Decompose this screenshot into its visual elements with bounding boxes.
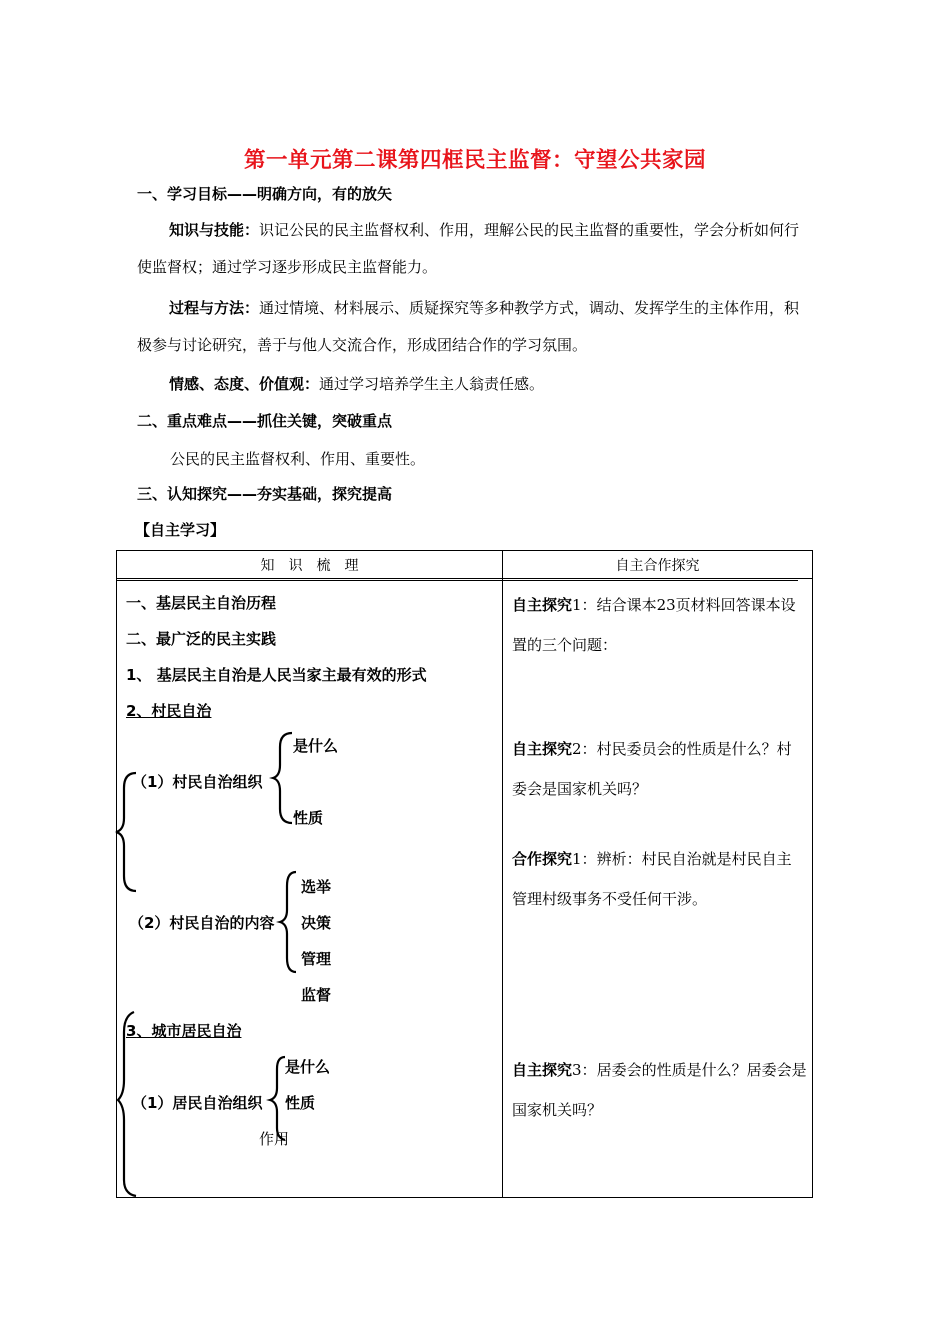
knowledge-text: 识记公民的民主监督权利、作用，理解公民的民主监督的重要性，学会分析如何行使监督权；通过学习逐步形成民主监督能力。 [137,221,800,276]
resident-what: 是什么 [285,1058,331,1076]
section2-text: 公民的民主监督权利、作用、重要性。 [170,450,426,468]
content-item-3: 管理 [301,950,332,968]
section2-heading: 二、重点难点——抓住关键，突破重点 [137,412,393,430]
inquiry-4-num: 3： [572,1061,597,1079]
left-line-2: 二、最广泛的民主实践 [126,630,277,648]
inquiry-4 [512,1050,810,1130]
process-text: 通过情境、材料展示、质疑探究等多种教学方式，调动、发挥学生的主体作用，积极参与讨论研究，善于与他人交流合作，形成团结合作的学习氛围。 [137,299,800,354]
col1-header: 知 识 梳 理 [117,551,503,579]
resident-big-brace [118,1012,136,1196]
resident-role: 作用 [259,1130,290,1148]
left-line-3: 1、 基层民主自治是人民当家主最有效的形式 [126,666,427,684]
left-line-5-num: 3 [126,1022,137,1040]
inquiry-3 [512,839,802,919]
inquiry-2-label: 自主探究 [512,740,573,758]
inquiry-2-text: 村民委员会的性质是什么？村委会是国家机关吗？ [512,740,792,798]
left-line-4: 2、村民自治 [126,702,212,720]
content-item-2: 决策 [301,914,332,932]
inquiry-3-label: 合作探究 [512,850,573,868]
self-study-label: 【自主学习】 [135,521,226,539]
inquiry-1-text: 结合课本23页材料回答课本设置的三个问题： [512,596,796,654]
village-content-brace [280,872,296,972]
village-content: （2）村民自治的内容 [129,914,275,932]
inquiry-3-text: 辨析：村民自治就是村民自主管理村级事务不受任何干涉。 [512,850,792,908]
village-what: 是什么 [293,737,339,755]
knowledge-label: 知识与技能： [169,221,260,239]
inquiry-1-label: 自主探究 [512,596,573,614]
inquiry-4-label: 自主探究 [512,1061,573,1079]
resident-org: （1）居民自治组织 [132,1094,263,1112]
section3-heading: 三、认知探究——夯实基础，探究提高 [137,485,393,503]
village-org: （1）村民自治组织 [132,773,263,791]
content-item-1: 选举 [301,878,332,896]
village-nature: 性质 [293,809,324,827]
process-label: 过程与方法： [169,299,260,317]
inquiry-1 [512,585,802,665]
village-org-brace [273,733,292,823]
inquiry-4-text: 居委会的性质是什么？居委会是国家机关吗？ [512,1061,807,1119]
page-title: 第一单元第二课第四框民主监督：守望公共家园 [243,148,706,173]
emotion-text: 通过学习培养学生主人翁责任感。 [319,375,545,393]
left-line-1: 一、基层民主自治历程 [126,594,277,612]
col2-header: 自主合作探究 [503,551,813,579]
inquiry-3-num: 1： [572,850,597,868]
left-line-5-text: 、城市居民自治 [136,1022,242,1040]
content-item-4: 监督 [301,986,332,1004]
inquiry-1-num: 1： [572,596,597,614]
section1-heading: 一、学习目标——明确方向，有的放矢 [137,185,393,203]
inquiry-2 [512,729,802,809]
emotion-label: 情感、态度、价值观： [169,375,320,393]
resident-org-brace [270,1057,285,1140]
village-big-brace [116,773,136,891]
resident-nature: 性质 [285,1094,316,1112]
inquiry-2-num: 2： [572,740,597,758]
